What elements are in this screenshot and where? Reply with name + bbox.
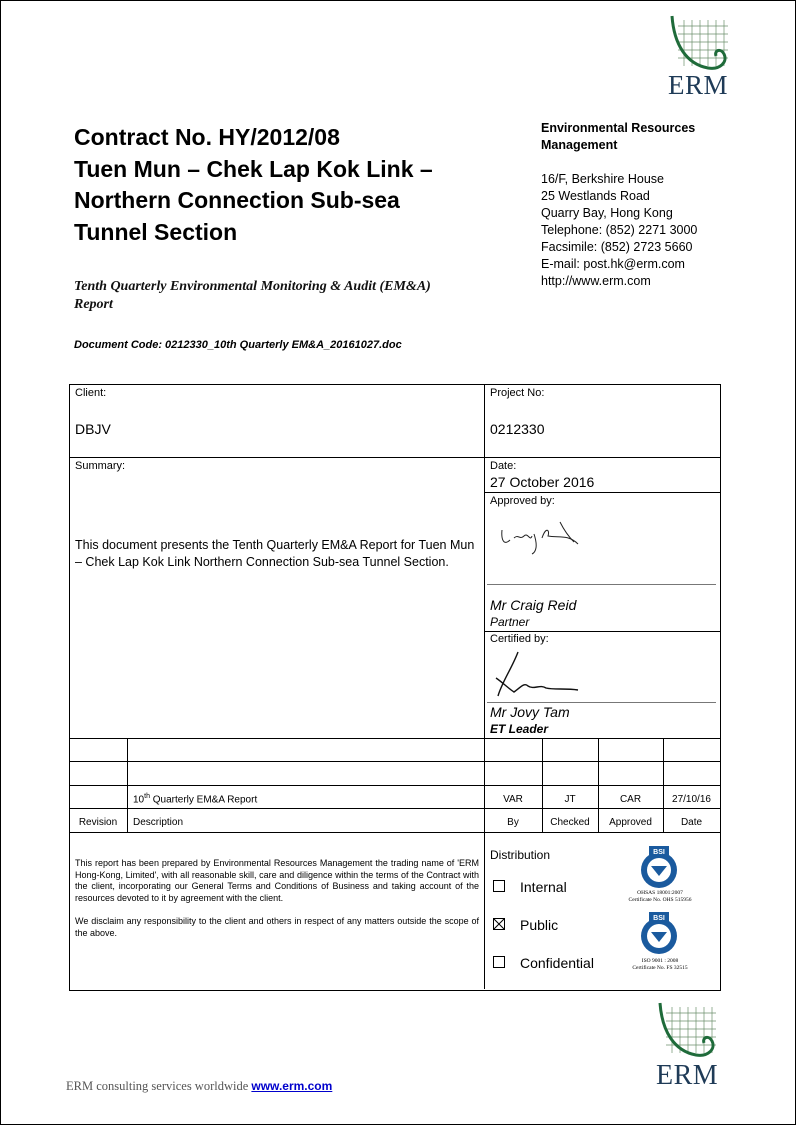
check-x-icon (494, 919, 504, 929)
telephone: Telephone: (852) 2271 3000 (541, 223, 698, 237)
footer-link[interactable]: www.erm.com (251, 1079, 333, 1093)
project-label: Project No: (490, 387, 545, 399)
company-address (541, 120, 771, 290)
internal-checkbox[interactable] (493, 880, 505, 892)
client-label: Client: (75, 387, 107, 399)
approved-label: Approved by: (490, 495, 555, 507)
bsi-iso-badge (634, 912, 684, 961)
public-label: Public (520, 917, 559, 933)
confidential-label: Confidential (520, 955, 594, 971)
client-value: DBJV (75, 421, 111, 437)
company-name: Management (541, 138, 618, 152)
website: http://www.erm.com (541, 274, 651, 288)
bsi-kitemark-icon (637, 912, 681, 956)
footer (66, 1079, 332, 1094)
header-approved: Approved (609, 817, 652, 828)
summary-label: Summary: (75, 460, 126, 472)
approver-title: Partner (490, 615, 530, 629)
footer-text: ERM consulting services worldwide (66, 1079, 252, 1093)
company-name: Environmental Resources (541, 121, 696, 135)
iso-cert-text (620, 958, 700, 972)
report-title (74, 122, 504, 248)
confidential-checkbox[interactable] (493, 956, 505, 968)
bsi-ohsas-badge (634, 846, 684, 895)
cert-line: OHSAS 18001:2007 (637, 890, 683, 896)
summary-text: This document presents the Tenth Quarterly EM&A Report for Tuen Mun – Chek Lap Kok Link Northern Connection Sub-sea Tunnel Section. (75, 538, 475, 569)
internal-label: Internal (520, 879, 567, 895)
document-code: Document Code: 0212330_10th Quarterly EM&A_20161027.doc (74, 339, 402, 351)
public-checkbox[interactable] (493, 918, 505, 930)
header-checked: Checked (550, 817, 590, 828)
report-subtitle: Tenth Quarterly Environmental Monitoring & Audit (EM&A) Report (74, 279, 431, 312)
approver-signature (498, 516, 588, 556)
approver-name: Mr Craig Reid (490, 597, 577, 613)
erm-logo-text: ERM (656, 1060, 719, 1091)
cert-line: Certificate No. OHS 515956 (628, 897, 692, 903)
title-line: Contract No. HY/2012/08 (74, 124, 340, 150)
erm-logo (664, 14, 732, 100)
cert-line: ISO 9001 : 2008 (641, 958, 679, 964)
title-line: Northern Connection Sub-sea (74, 187, 400, 213)
bsi-kitemark-icon (637, 846, 681, 890)
certifier-name: Mr Jovy Tam (490, 704, 570, 720)
erm-logo-footer (652, 1000, 720, 1092)
header-by: By (507, 817, 519, 828)
revision-checked: JT (564, 794, 576, 805)
erm-logo-icon (664, 14, 732, 74)
revision-by: VAR (503, 794, 523, 805)
cert-line: Certificate No. FS 32515 (632, 965, 688, 971)
address-line: Quarry Bay, Hong Kong (541, 206, 673, 220)
disclaimer-text: This report has been prepared by Environmental Resources Management the trading name of 'ERM Hong-Kong, Limited', with all reasonable skill, care and diligence within the terms of the Contract with the client, incorporating our General Terms and Conditions of Business and taking account of the resources devoted to it by agreement with the client. (75, 858, 479, 903)
erm-logo-icon (652, 1000, 720, 1062)
address-line: 25 Westlands Road (541, 189, 650, 203)
distribution-label: Distribution (490, 848, 551, 862)
header-date: Date (680, 817, 703, 828)
address-line: 16/F, Berkshire House (541, 172, 664, 186)
date-label: Date: (490, 460, 517, 472)
revision-date: 27/10/16 (672, 794, 711, 805)
project-value: 0212330 (490, 421, 545, 437)
date-value: 27 October 2016 (490, 474, 595, 490)
erm-logo-text: ERM (668, 70, 729, 100)
bsi-text: BSI (653, 849, 665, 856)
revision-description: 10th Quarterly EM&A Report (133, 793, 258, 806)
email: E-mail: post.hk@erm.com (541, 257, 685, 271)
certifier-signature (492, 648, 582, 700)
certified-label: Certified by: (490, 633, 549, 645)
bsi-text: BSI (653, 915, 665, 922)
header-description: Description (133, 817, 184, 828)
disclaimer-text: We disclaim any responsibility to the client and others in respect of any matters outside the scope of the above. (75, 916, 479, 938)
header-revision: Revision (78, 817, 118, 828)
ohsas-cert-text (620, 890, 700, 904)
certifier-title: ET Leader (490, 722, 549, 736)
title-line: Tunnel Section (74, 218, 238, 245)
facsimile: Facsimile: (852) 2723 5660 (541, 240, 693, 254)
revision-approved: CAR (619, 794, 642, 805)
title-line: Tuen Mun – Chek Lap Kok Link – (74, 155, 433, 182)
